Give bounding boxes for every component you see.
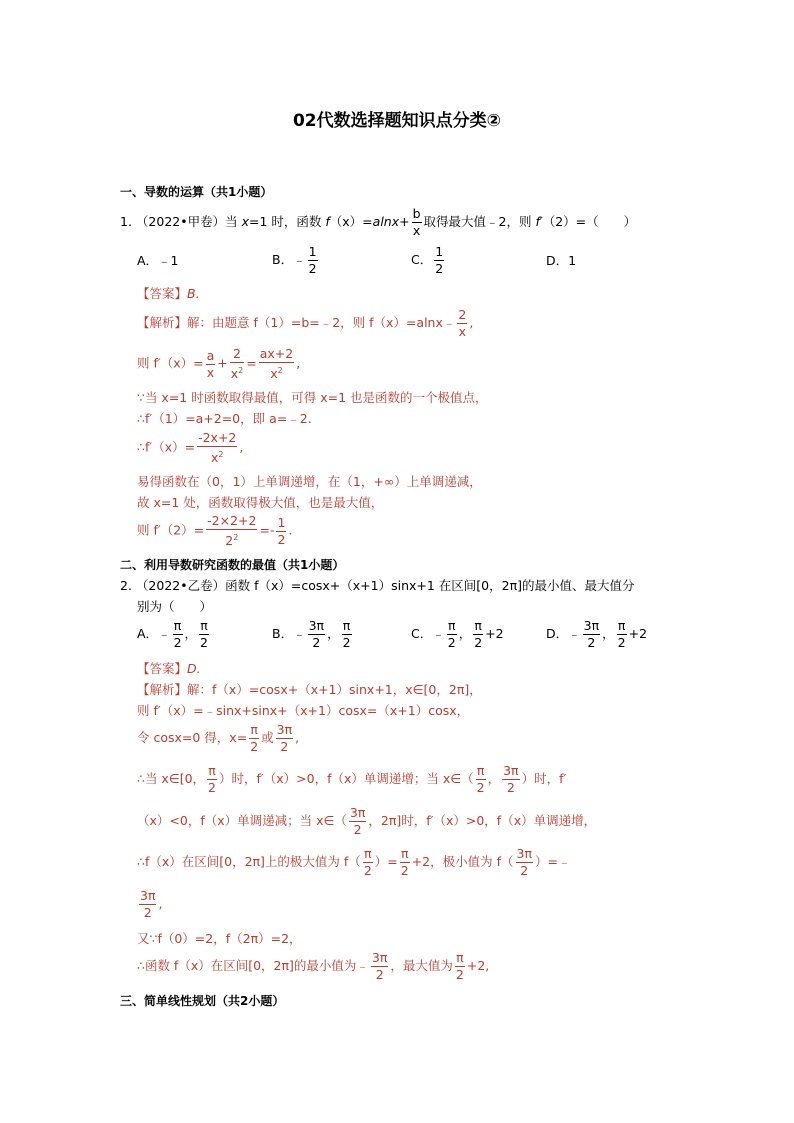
solution-line-1: 【解析】解：f（x）=cosx+（x+1）sinx+1，x∈[0，2π]， [137,682,482,697]
fraction: $\frac{-2x+2}{x^2}$ [198,430,237,466]
stem-text: 取得最大值﹣2，则 [423,214,536,229]
solution-line-4: ∴当 x∈[0， $\frac{\pi}{2}$ ）时，f′（x）>0，f（x）单调递增；当 x∈（ $\frac{\pi}{2}$ ， $\frac{3\pi}{2}$ ）时，f′ [137,763,567,795]
stem-text: =1 时，函数 [249,214,326,229]
section-heading-3: 三、简单线性规划（共2小题） [120,994,285,1008]
solution-line-2: 则 f′（x）= $\frac{a}{x}$ + $\frac{2}{x^2}$ = $\frac{ax+2}{x^2}$ , [137,346,301,382]
solution-line-1: 【解析】解：由题意 f（1）=b=﹣2，则 f（x）=alnx﹣ $\frac{2}{x}$ , [137,307,474,339]
fraction: $\frac{-2\times 2+2}{2^2}$ [207,513,257,549]
var-f: f [325,214,330,229]
solution-line-8: 又∵f（0）=2，f（2π）=2， [137,931,302,946]
section-heading-2: 二、利用导数研究函数的最值（共1小题） [120,558,345,572]
page-title: 02代数选择题知识点分类② [292,111,502,131]
solution-line-3: 令 cosx=0 得，x= $\frac{\pi}{2}$ 或 $\frac{3\pi}{2}$ , [137,722,300,754]
section-heading-1: 一、导数的运算（共1小题） [120,185,273,199]
fraction: $\frac{1}{2}$ [308,244,317,276]
fraction: $\frac{ax+2}{x^2}$ [259,346,294,382]
solution-line-9: ∴函数 f（x）在区间[0，2π]的最小值为﹣ $\frac{3\pi}{2}$ ，最大值为 $\frac{\pi}{2}$ +2, [137,950,490,982]
solution-label: 【解析】 [137,315,188,330]
solution-line-8: 则 f′（2）= $\frac{-2\times 2+2}{2^2}$ =- $\frac{1}{2}$ . [137,513,293,549]
stem-text: （2）=（ ） [542,214,637,229]
option-a: A．﹣ $\frac{\pi}{2}$ ， $\frac{\pi}{2}$ [137,618,208,650]
question-number: 1. [120,214,132,229]
solution-line-2: 则 f′（x）=﹣sinx+sinx+（x+1）cosx=（x+1）cosx， [137,703,470,718]
var-fprime: f′ [535,214,543,229]
fraction: $\frac{2}{x^2}$ [230,346,244,382]
solution-line-3: ∵当 x=1 时函数取得最值，可得 x=1 也是函数的一个极值点， [137,390,488,405]
fraction: $\frac{2}{x}$ [458,307,467,339]
fraction: $\frac{1}{2}$ [277,514,286,547]
option-d: D．﹣ $\frac{3\pi}{2}$ ， $\frac{\pi}{2}$ +2 [546,618,648,650]
solution-line-7: $\frac{3\pi}{2}$ , [140,888,163,920]
option-c: C． $\frac{1}{2}$ [411,244,444,276]
question-2-stem-line-1: 2. （2022•乙卷）函数 f（x）=cosx+（x+1）sinx+1 在区间[0，2π]的最小值、最大值分 [120,578,635,593]
option-d: D．1 [546,253,577,268]
option-a: A．﹣1 [137,253,179,268]
stem-text: （2022•甲卷）当 [135,214,242,229]
fraction: $\frac{1}{2}$ [435,244,444,276]
question-2-stem-line-2: 别为（ ） [137,599,213,614]
answer-line [137,285,200,303]
answer-line [137,660,201,678]
var-x: x [241,214,249,229]
solution-line-5: （x）<0，f（x）单调递减；当 x∈（ $\frac{3\pi}{2}$ ，2π]时，f′（x）>0，f（x）单调递增， [137,805,597,837]
plus-sign: + [399,214,410,229]
fraction-b-over-x: $\frac{b}{x}$ [412,206,421,238]
answer-value: B. [187,286,200,301]
expr-alnx: alnx [372,214,400,229]
solution-line-4: ∴f′（1）=a+2=0，即 a=﹣2. [137,411,312,426]
option-c: C．﹣ $\frac{\pi}{2}$ ， $\frac{\pi}{2}$ +2 [411,618,504,650]
solution-line-6: ∴f（x）在区间[0，2π]上的极大值为 f（ $\frac{\pi}{2}$ ）= $\frac{\pi}{2}$ +2，极小值为 f（ $\frac{3\pi}{2}$ ）=﹣ [137,846,571,878]
solution-line-7: 故 x=1 处，函数取得极大值，也是最大值， [137,495,384,510]
solution-label: 【解析】 [137,682,188,697]
fraction: $\frac{a}{x}$ [206,347,215,380]
question-number: 2. [120,578,132,593]
answer-label: 【答案】 [137,661,188,676]
option-b: B．﹣ $\frac{3\pi}{2}$ ， $\frac{\pi}{2}$ [272,618,351,650]
question-1-stem [120,206,636,239]
answer-label: 【答案】 [137,286,188,301]
option-b: B．﹣ $\frac{1}{2}$ [272,244,317,276]
solution-line-6: 易得函数在（0，1）上单调递增，在（1，+∞）上单调递减， [137,474,482,489]
stem-text: （x）= [329,214,373,229]
solution-line-5: ∴f′（x）= $\frac{-2x+2}{x^2}$ , [137,430,244,466]
answer-value: D. [187,661,201,676]
